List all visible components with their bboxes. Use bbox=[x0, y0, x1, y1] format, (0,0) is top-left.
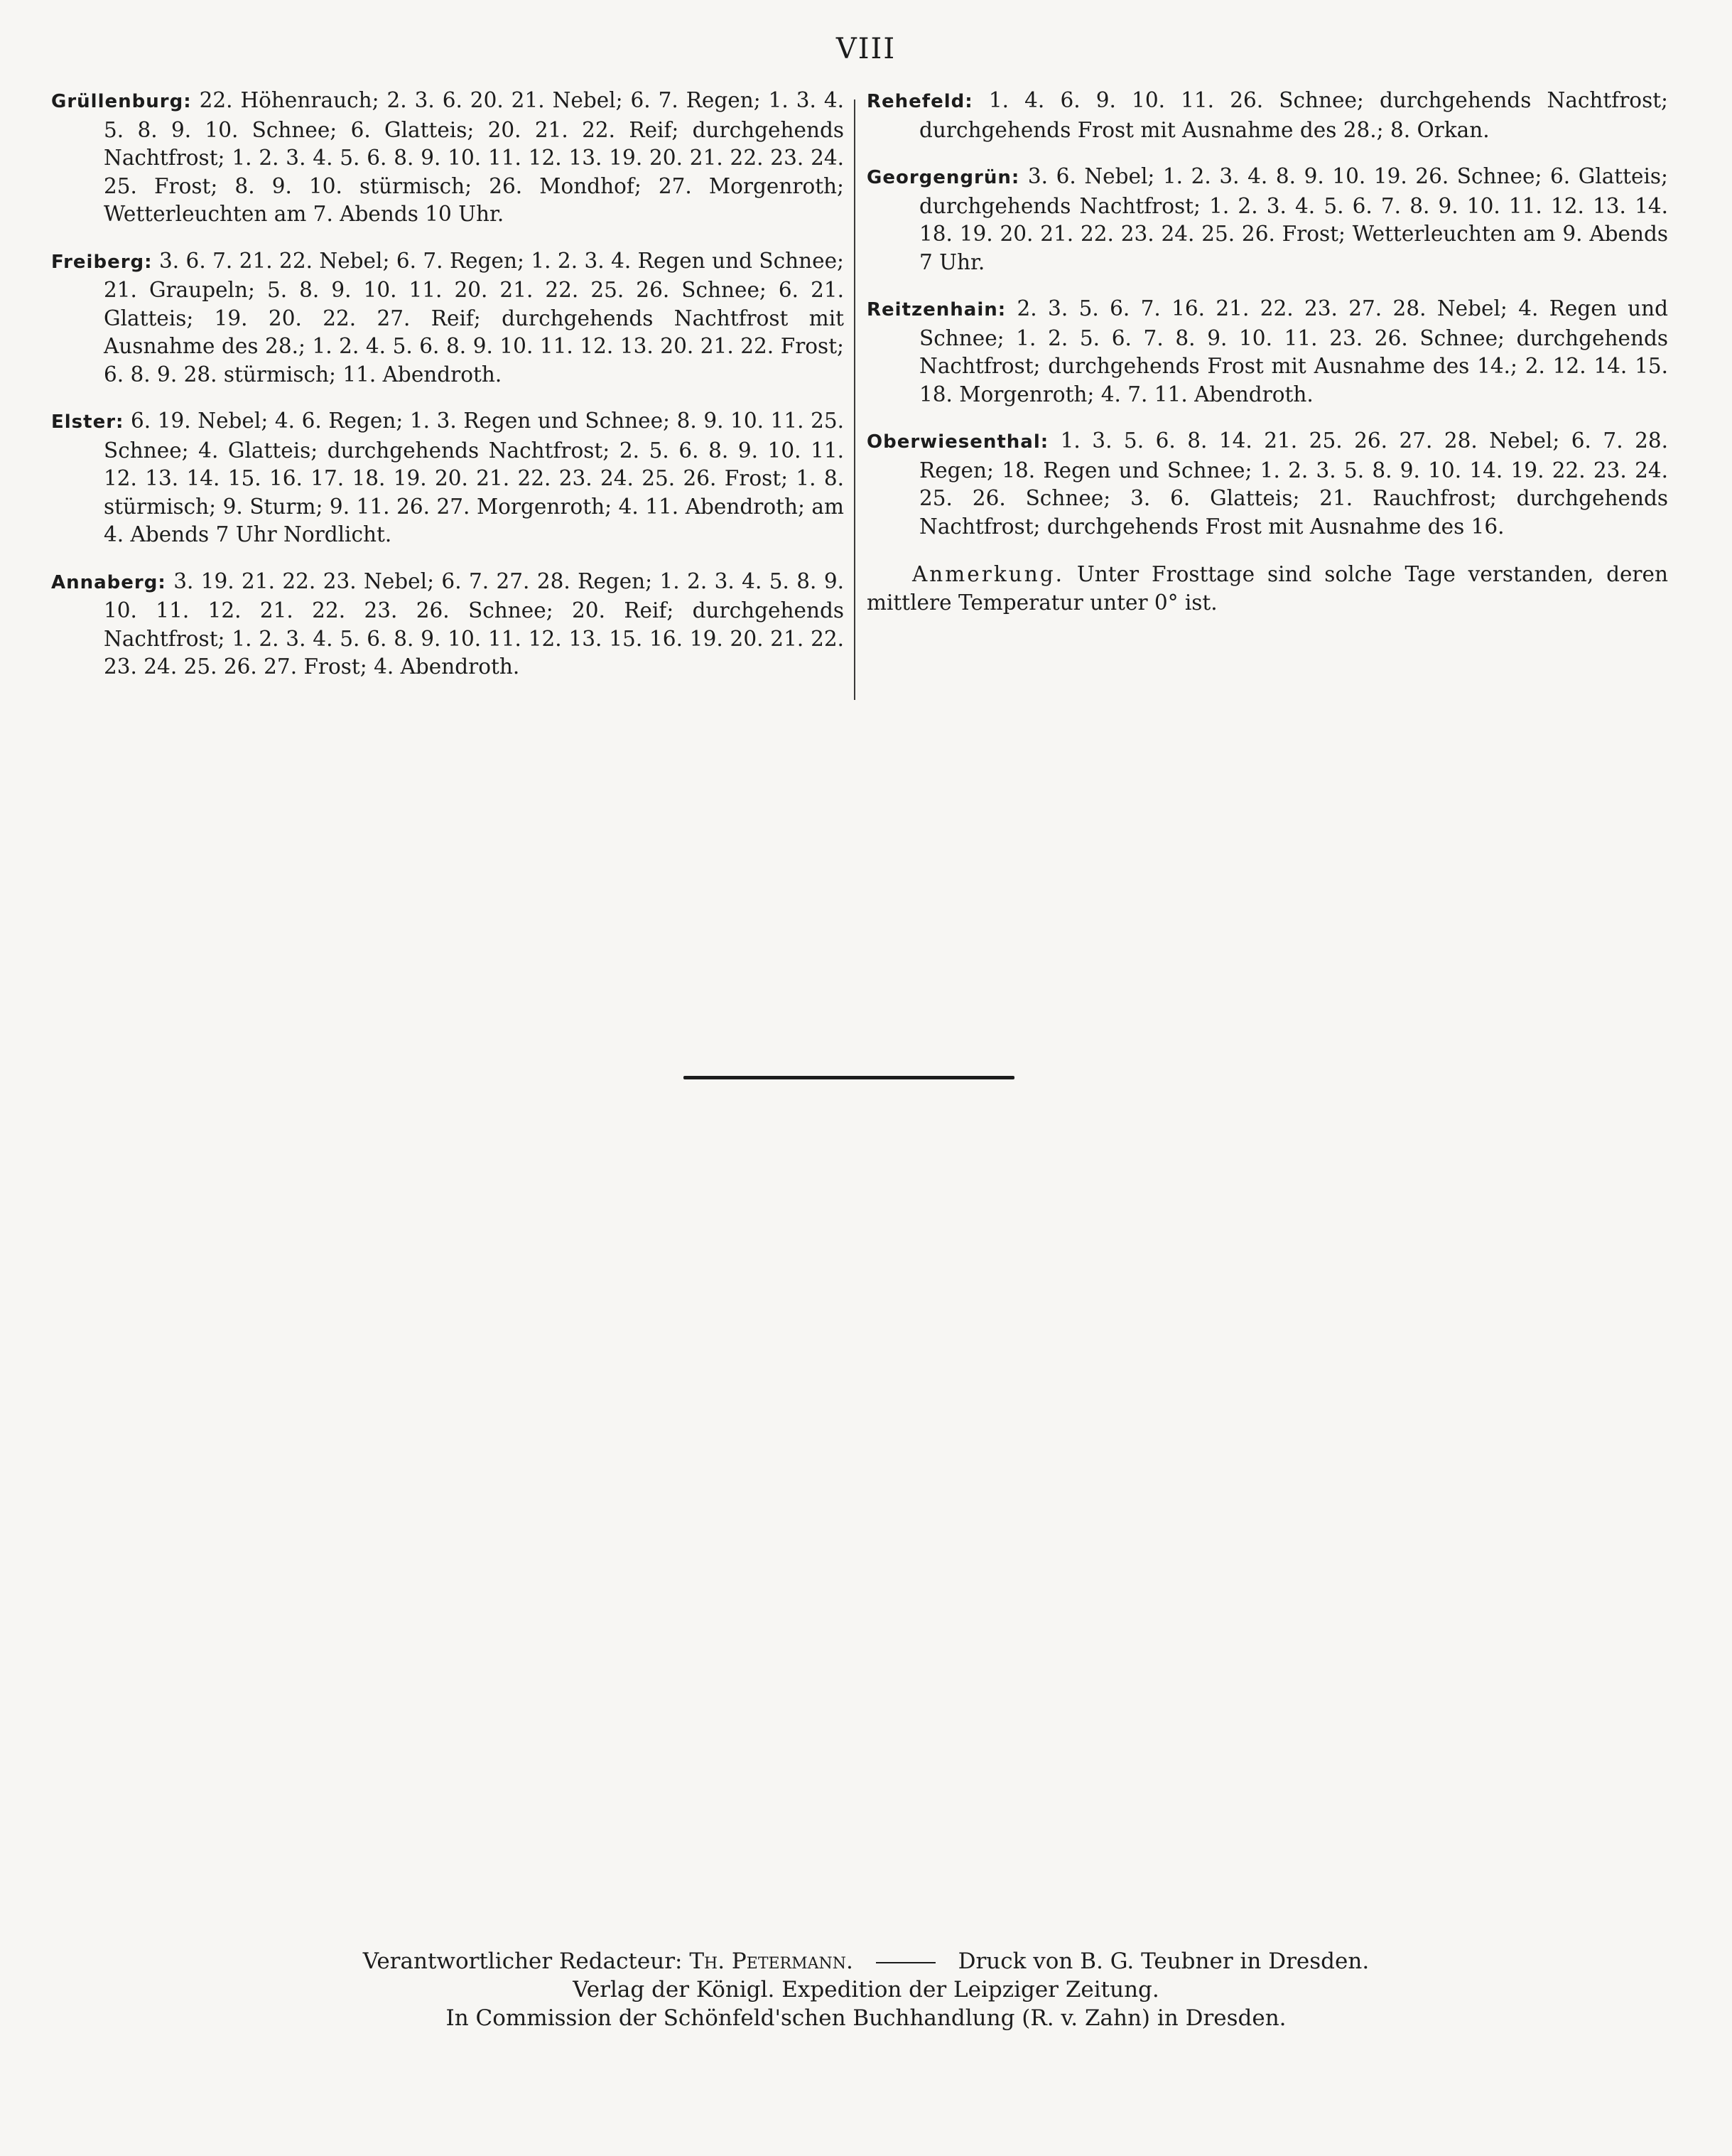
commission: In Commission der Schönfeld'schen Buchhandlung (R. v. Zahn) in Dresden. bbox=[445, 2005, 1287, 2031]
station-observations: 1. 4. 6. 9. 10. 11. 26. Schnee; durchgehends Nachtfrost; durchgehends Frost mit Ausnahme des 28.; 8. Orkan. bbox=[919, 88, 1668, 142]
footnote-label: Anmerkung. bbox=[912, 562, 1064, 586]
imprint-dash bbox=[876, 1962, 936, 1963]
station-entry bbox=[51, 87, 844, 229]
station-entry bbox=[51, 247, 844, 389]
station-name: Elster: bbox=[51, 411, 124, 433]
publisher: Verlag der Königl. Expedition der Leipziger Zeitung. bbox=[573, 1977, 1159, 2003]
footnote bbox=[867, 561, 1668, 617]
column-divider bbox=[854, 99, 855, 700]
imprint-line-1 bbox=[0, 1947, 1732, 1976]
station-name: Oberwiesenthal: bbox=[867, 431, 1049, 453]
station-entry bbox=[867, 163, 1668, 276]
page-number: VIII bbox=[835, 33, 897, 65]
station-entry bbox=[867, 427, 1668, 541]
station-name: Rehefeld: bbox=[867, 91, 973, 112]
station-observations: 2. 3. 5. 6. 7. 16. 21. 22. 23. 27. 28. Nebel; 4. Regen und Schnee; 1. 2. 5. 6. 7. 8. 9. 10. 11. 23. 26. Schnee; durchgehends Nachtfrost; durchgehends Frost mit Ausnahme des 14.; 2. 12. 14. 15. 18. Morgenroth; 4. 7. 11. Abendroth. bbox=[919, 296, 1668, 406]
left-column bbox=[51, 87, 844, 700]
station-observations: 6. 19. Nebel; 4. 6. Regen; 1. 3. Regen und Schnee; 8. 9. 10. 11. 25. Schnee; 4. Glatteis; durchgehends Nachtfrost; 2. 5. 6. 8. 9. 10. 11. 12. 13. 14. 15. 16. 17. 18. 19. 20. 21. 22. 23. 24. 25. 26. Frost; 1. 8. stürmisch; 9. Sturm; 9. 11. 26. 27. Morgenroth; 4. 11. Abendroth; am 4. Abends 7 Uhr Nordlicht. bbox=[104, 409, 844, 546]
station-observations: 3. 6. Nebel; 1. 2. 3. 4. 8. 9. 10. 19. 26. Schnee; 6. Glatteis; durchgehends Nachtfrost; 1. 2. 3. 4. 5. 6. 7. 8. 9. 10. 11. 12. 13. 14. 18. 19. 20. 21. 22. 23. 24. 25. 26. Frost; Wetterleuchten am 9. Abends 7 Uhr. bbox=[919, 164, 1668, 274]
station-entry bbox=[51, 407, 844, 549]
station-observations: 3. 6. 7. 21. 22. Nebel; 6. 7. Regen; 1. 2. 3. 4. Regen und Schnee; 21. Graupeln; 5. 8. 9. 10. 11. 20. 21. 22. 25. 26. Schnee; 6. 21. Glatteis; 19. 20. 22. 27. Reif; durchgehends Nachtfrost mit Ausnahme des 28.; 1. 2. 4. 5. 6. 8. 9. 10. 11. 12. 13. 20. 21. 22. Frost; 6. 8. 9. 28. stürmisch; 11. Abendroth. bbox=[104, 248, 844, 387]
station-observations: 1. 3. 5. 6. 8. 14. 21. 25. 26. 27. 28. Nebel; 6. 7. 28. Regen; 18. Regen und Schnee; 1. 2. 3. 5. 8. 9. 10. 14. 19. 22. 23. 24. 25. 26. Schnee; 3. 6. Glatteis; 21. Rauchfrost; durchgehends Nachtfrost; durchgehends Frost mit Ausnahme des 16. bbox=[919, 428, 1668, 539]
redacteur-name: Th. Petermann. bbox=[689, 1949, 853, 1974]
station-observations: 3. 19. 21. 22. 23. Nebel; 6. 7. 27. 28. Regen; 1. 2. 3. 4. 5. 8. 9. 10. 11. 12. 21. 22. 23. 26. Schnee; 20. Reif; durchgehends Nachtfrost; 1. 2. 3. 4. 5. 6. 8. 9. 10. 11. 12. 13. 15. 16. 19. 20. 21. 22. 23. 24. 25. 26. 27. Frost; 4. Abendroth. bbox=[104, 568, 844, 679]
station-entry bbox=[51, 568, 844, 681]
imprint bbox=[0, 1947, 1732, 2032]
station-name: Reitzenhain: bbox=[867, 299, 1007, 320]
station-name: Georgengrün: bbox=[867, 167, 1020, 188]
station-name: Freiberg: bbox=[51, 251, 153, 273]
station-observations: 22. Höhenrauch; 2. 3. 6. 20. 21. Nebel; 6. 7. Regen; 1. 3. 4. 5. 8. 9. 10. Schnee; 6. Glatteis; 20. 21. 22. Reif; durchgehends Nachtfrost; 1. 2. 3. 4. 5. 6. 8. 9. 10. 11. 12. 13. 19. 20. 21. 22. 23. 24. 25. Frost; 8. 9. 10. stürmisch; 26. Mondhof; 27. Morgenroth; Wetterleuchten am 7. Abends 10 Uhr. bbox=[104, 88, 844, 226]
printer: Druck von B. G. Teubner in Dresden. bbox=[958, 1949, 1370, 1974]
right-column bbox=[867, 87, 1668, 638]
redacteur-label: Verantwortlicher Redacteur: bbox=[362, 1949, 683, 1974]
section-rule bbox=[683, 1076, 1014, 1079]
station-entry bbox=[867, 295, 1668, 409]
station-entry bbox=[867, 87, 1668, 144]
station-name: Annaberg: bbox=[51, 571, 166, 593]
station-name: Grüllenburg: bbox=[51, 91, 192, 112]
footnote-text: Unter Frosttage sind solche Tage verstanden, deren mittlere Temperatur unter 0° ist. bbox=[867, 562, 1668, 615]
